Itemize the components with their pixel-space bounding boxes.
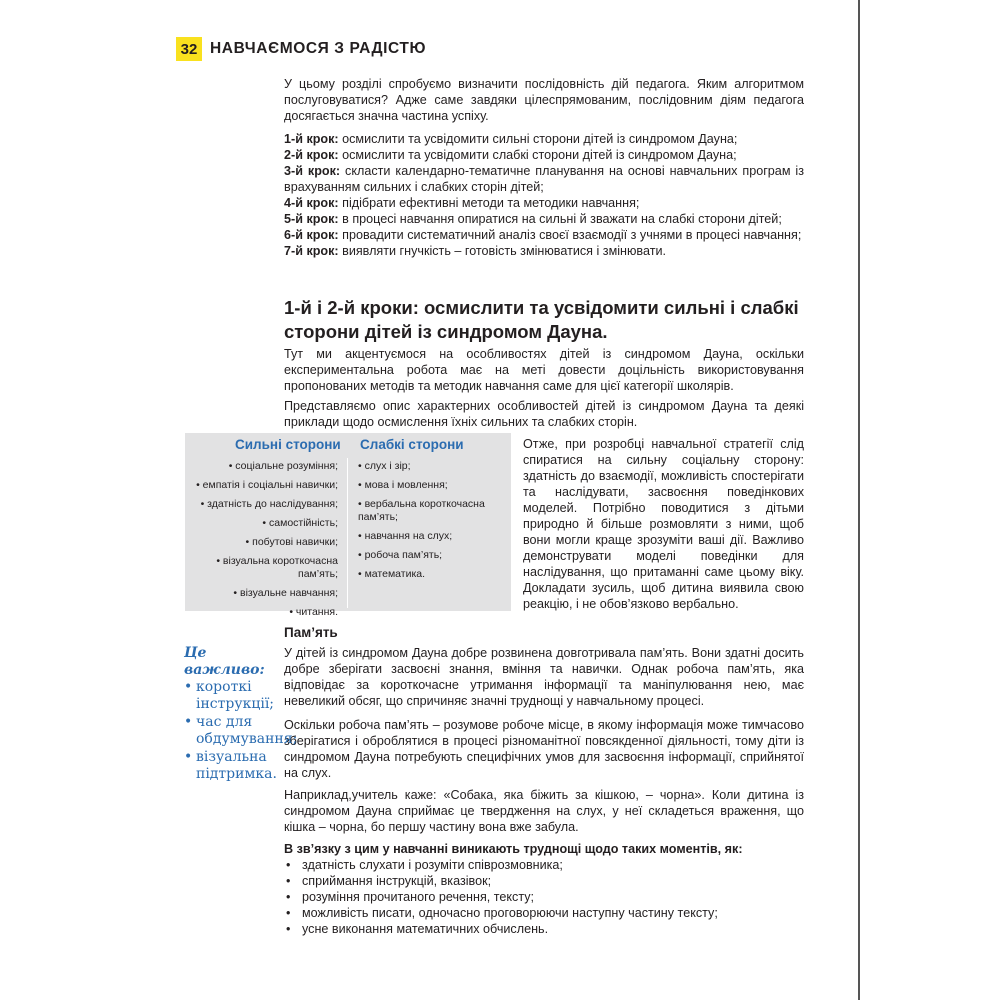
side-note-item: • візуальна підтримка. [184, 749, 274, 783]
list-item: • здатність слухати і розуміти співрозмовника; [284, 857, 804, 873]
steps-list [284, 131, 804, 259]
step-5: 5-й крок: в процесі навчання опиратися на сильні й зважати на слабкі сторони дітей; [284, 212, 782, 226]
step-4: 4-й крок: підібрати ефективні методи та методики навчання; [284, 196, 640, 210]
memory-paragraph-2: Оскільки робоча пам’ять – розумове робоче місце, в якому інформація може тимчасово зберігатися і оброблятися в процесі різноманітної повсякденної діяльності, тому діти із синдромом Дауна потребують специфічних умов для засвоєння інформації, сприйнятої на слух. [284, 718, 804, 780]
side-note-item: • короткі інструкції; [184, 679, 274, 713]
memory-heading: Пам’ять [284, 625, 338, 640]
list-item: • емпатія і соціальні навички; [196, 479, 338, 491]
strong-sides-heading: Сильні сторони [235, 437, 341, 452]
page-number: 32 [176, 37, 202, 61]
table-column-divider [347, 458, 348, 608]
difficulties-heading: В зв’язку з цим у навчанні виникають труднощі щодо таких моментів, як: [284, 842, 743, 856]
list-item: • вербальна короткочасна пам’ять; [358, 498, 485, 523]
memory-paragraph-1: У дітей із синдромом Дауна добре розвинена довготривала пам’ять. Вони здатні досить добре зберігати засвоєні знання, вміння та навички. Однак робоча пам’ять, яка відповідає за короткочасне утримання інформації та маніпулювання нею, має невеликий обсяг, що спричиняє значні труднощі у навчальному процесі. [284, 646, 804, 708]
header-title: НАВЧАЄМОСЯ З РАДІСТЮ [210, 40, 427, 57]
step-6: 6-й крок: провадити систематичний аналіз своєї взаємодії з учнями в процесі навчання; [284, 228, 802, 242]
list-item: • слух і зір; [358, 460, 411, 472]
page-header [176, 36, 426, 62]
list-item: • читання. [289, 606, 338, 618]
list-item: • самостійність; [262, 517, 338, 529]
list-item: • робоча пам’ять; [358, 549, 443, 561]
list-item: • побутові навички; [245, 536, 338, 548]
side-note-title-2: важливо: [184, 662, 265, 678]
difficulties-list [284, 857, 804, 937]
list-item: • соціальне розуміння; [228, 460, 338, 472]
side-note-title-1: Це [184, 645, 207, 661]
list-item: • можливість писати, одночасно проговорюючи наступну частину тексту; [284, 905, 804, 921]
strategy-paragraph: Отже, при розробці навчальної стратегії слід спиратися на сильну соціальну сторону: здатність до взаємодії, можливість спостерігати та наслідувати, засвоєння поведінкових моделей. Потрібно поводитися з дітьми природно й більше розмовляти з ними, щоб вони могли краще зрозуміти ваші дії. Важливо демонструвати моделі поведінки для наслідування, що притаманні саме цьому віку. Докладати зусиль, щоб дитина виявила свою реакцію, і не обов’язково вербально. [523, 437, 804, 611]
step-3: 3-й крок: скласти календарно-тематичне планування на основі навчальних програм із врахуванням сильних і слабких сторін дітей; [284, 164, 805, 194]
list-item: • розуміння прочитаного речення, тексту; [284, 889, 804, 905]
list-item: • здатність до наслідування; [200, 498, 338, 510]
memory-paragraph-3: Наприклад,учитель каже: «Собака, яка біжить за кішкою, – чорна». Коли дитина із синдромом Дауна сприймає це твердження на слух, у неї складеться враження, що кішка – чорна, бо першу частину вона вже забула. [284, 788, 804, 834]
list-item: • візуальна короткочасна пам’ять; [216, 555, 338, 580]
step-7: 7-й крок: виявляти гнучкість – готовість змінюватися і змінювати. [284, 244, 667, 258]
page-edge-line [858, 0, 860, 1000]
list-item: • мова і мовлення; [358, 479, 448, 491]
list-item: • усне виконання математичних обчислень. [284, 921, 804, 937]
strong-sides-list [186, 460, 338, 625]
paragraph-intro-table: Представляємо опис характерних особливостей дітей із синдромом Дауна та деякі приклади щодо осмислення їхніх сильних та слабких сторін. [284, 399, 804, 429]
intro-paragraph: У цьому розділі спробуємо визначити послідовність дій педагога. Яким алгоритмом послуговуватися? Адже саме завдяки цілеспрямованим, послідовним діям педагога досягається значна частина успіху. [284, 77, 804, 123]
paragraph-focus: Тут ми акцентуємося на особливостях дітей із синдромом Дауна, оскільки експериментальна робота має на меті довести доцільність використовування пропонованих методів та методик навчання саме для цієї категорії школярів. [284, 347, 804, 393]
step-1: 1-й крок: осмислити та усвідомити сильні сторони дітей із синдромом Дауна; [284, 132, 738, 146]
step-2: 2-й крок: осмислити та усвідомити слабкі сторони дітей із синдромом Дауна; [284, 148, 737, 162]
weak-sides-heading: Слабкі сторони [360, 437, 464, 452]
list-item: • математика. [358, 568, 426, 580]
important-side-note [184, 645, 298, 784]
side-note-item: • час для обдумування; [184, 714, 274, 748]
list-item: • візуальне навчання; [233, 587, 338, 599]
list-item: • навчання на слух; [358, 530, 453, 542]
list-item: • сприймання інструкцій, вказівок; [284, 873, 804, 889]
section-heading: 1-й і 2-й кроки: осмислити та усвідомити сильні і слабкі сторони дітей із синдромом Дауна. [284, 297, 799, 342]
weak-sides-list [358, 460, 508, 587]
